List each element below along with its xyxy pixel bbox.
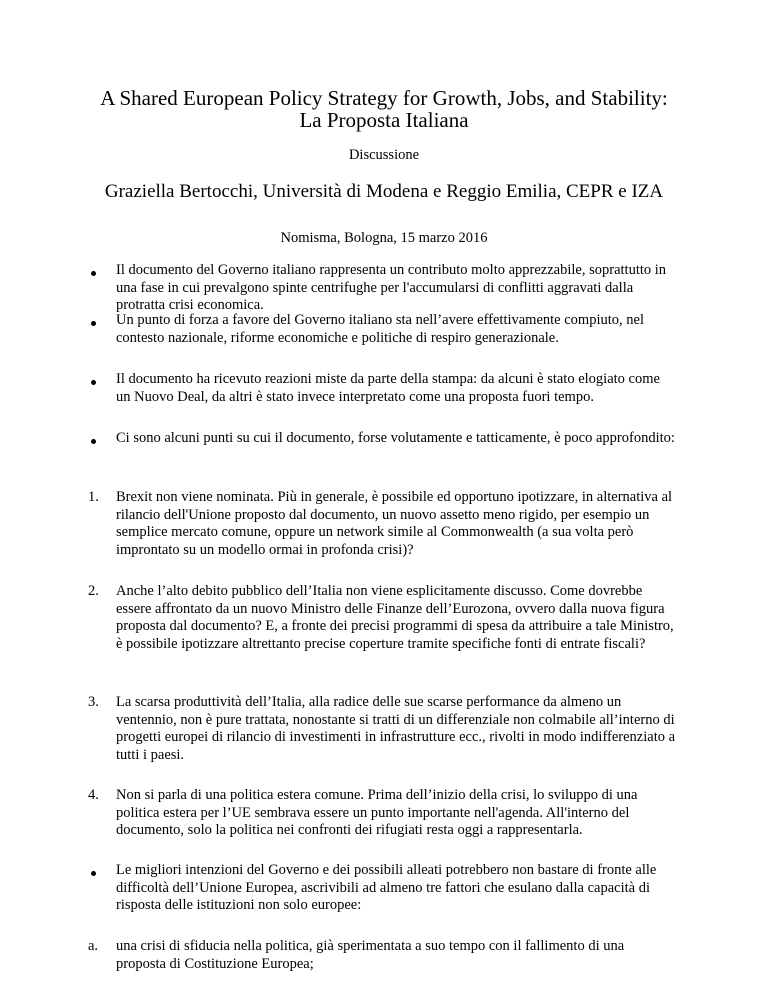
numbered-item: La scarsa produttività dell’Italia, alla radice delle sue scarse performance da almeno un ventennio, non è pure trattata, nonostante si tratti di un differenziale non colmabile all’interno di progetti europei di rilancio di investimenti in infrastrutture ecc., rivolti in modo indifferenziato a tutti i paesi. xyxy=(116,694,676,763)
list-number: 1. xyxy=(88,489,99,505)
numbered-item: Non si parla di una politica estera comune. Prima dell’inizio della crisi, lo sviluppo di una politica estera per l’UE sembrava essere un punto importante nell'agenda. All'interno del documento, solo la politica nei confronti dei rifugiati resta oggi a rappresentarla. xyxy=(116,787,638,838)
document-title xyxy=(0,87,768,131)
bullet-item: Un punto di forza a favore del Governo italiano sta nell’avere effettivamente compiuto, nel contesto nazionale, riforme economiche e politiche di respiro generazionale. xyxy=(116,312,644,346)
bullet-item: Le migliori intenzioni del Governo e dei possibili alleati potrebbero non bastare di fronte alle difficoltà dell’Unione Europea, ascrivibili ad almeno tre fattori che esulano dalla capacità di risposta delle istituzioni non solo europee: xyxy=(116,862,657,913)
numbered-item: Anche l’alto debito pubblico dell’Italia non viene esplicitamente discusso. Come dovrebbe essere affrontato da un nuovo Ministro delle Finanze dell’Eurozona, ovvero dalla nuova figura proposta dal documento? E, a fronte dei precisi programmi di spesa da attribuire a tale Ministro, è possibile ipotizzare altrettanto precise coperture tramite specifiche fonti di entrate fiscali? xyxy=(116,583,674,652)
list-number: 3. xyxy=(88,694,99,710)
bullet-marker xyxy=(91,321,96,326)
bullet-marker xyxy=(91,380,96,385)
bullet-item: Il documento ha ricevuto reazioni miste da parte della stampa: da alcuni è stato elogiato come un Nuovo Deal, da altri è stato invece interpretato come una proposta fuori tempo. xyxy=(116,371,660,405)
title-line-2: La Proposta Italiana xyxy=(299,108,469,132)
bullet-marker xyxy=(91,871,96,876)
list-number: 4. xyxy=(88,787,99,803)
bullet-marker xyxy=(91,439,96,444)
list-letter: a. xyxy=(88,938,99,954)
author-line: Graziella Bertocchi, Università di Modena e Reggio Emilia, CEPR e IZA xyxy=(104,181,664,202)
venue-date: Nomisma, Bologna, 15 marzo 2016 xyxy=(280,230,488,246)
numbered-item: Brexit non viene nominata. Più in generale, è possibile ed opportuno ipotizzare, in alternativa al rilancio dell'Unione proposto dal documento, un nuovo assetto meno rigido, per esempio un semplice mercato comune, oppure un network simile al Commonwealth (a sua volta però improntato su un modello ormai in profonda crisi)? xyxy=(116,489,673,558)
document-subtitle: Discussione xyxy=(348,147,420,163)
lettered-item: una crisi di sfiducia nella politica, già sperimentata a suo tempo con il fallimento di una proposta di Costituzione Europea; xyxy=(116,938,625,972)
list-number: 2. xyxy=(88,583,99,599)
bullet-item: Ci sono alcuni punti su cui il documento, forse volutamente e tatticamente, è poco approfondito: xyxy=(116,430,675,446)
bullet-marker xyxy=(91,271,96,276)
title-line-1: A Shared European Policy Strategy for Growth, Jobs, and Stability: xyxy=(100,86,668,110)
bullet-item: Il documento del Governo italiano rappresenta un contributo molto apprezzabile, soprattutto in una fase in cui prevalgono spinte centrifughe per l'accumularsi di conflitti aggravati dalla protratta crisi economica. xyxy=(116,262,667,313)
